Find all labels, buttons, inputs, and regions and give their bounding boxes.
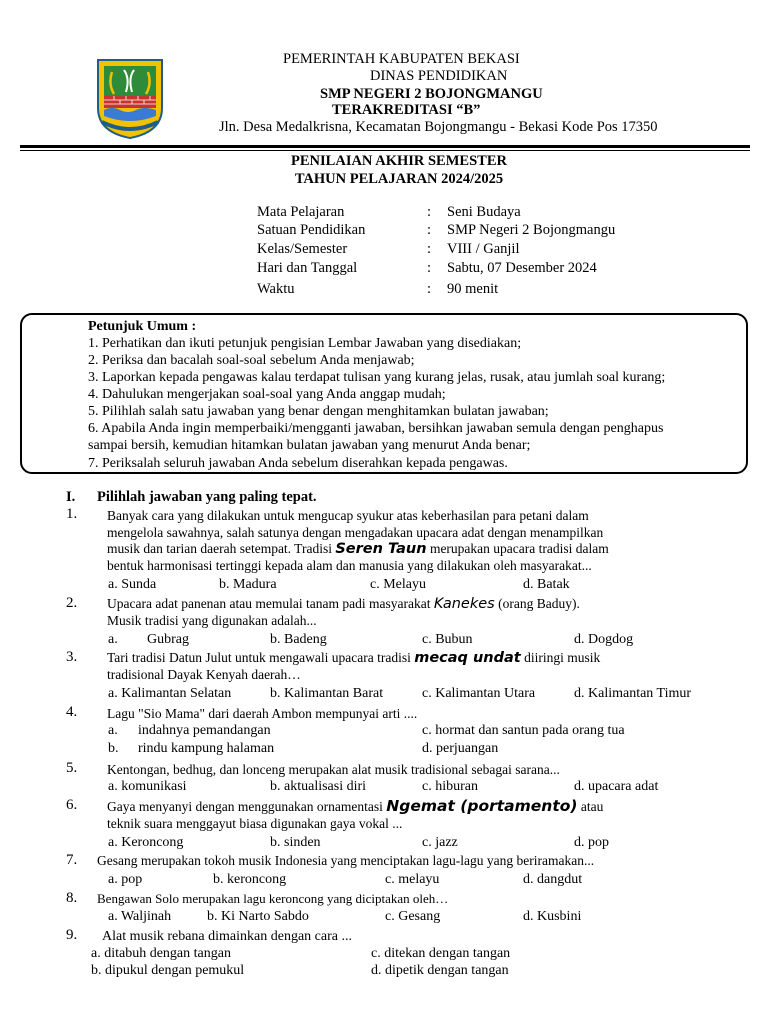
header-divider-thin (20, 150, 750, 151)
info-value: 90 menit (447, 281, 499, 297)
section-title: Pilihlah jawaban yang paling tepat. (97, 489, 317, 505)
info-value: SMP Negeri 2 Bojongmangu (447, 222, 616, 238)
answer-option[interactable]: b. Madura (219, 577, 277, 592)
answer-option[interactable]: a. Kalimantan Selatan (108, 686, 232, 701)
answer-option[interactable]: d. dipetik dengan tangan (371, 963, 509, 978)
answer-option[interactable]: a. pop (108, 872, 143, 887)
answer-option[interactable]: c. Melayu (370, 577, 426, 592)
question-text: Banyak cara yang dilakukan untuk mengucap syukur atas keberhasilan para petani dalam (107, 508, 589, 523)
question-text: bentuk harmonisasi tertinggi kepada alam dan manusia yang dilakukan oleh masyarakat... (107, 558, 592, 573)
instruction-item: 5. Pilihlah salah satu jawaban yang benar dengan menghitamkan bulatan jawaban; (88, 404, 549, 419)
info-value: Seni Budaya (447, 204, 521, 220)
instruction-item: 3. Laporkan kepada pengawas kalau terdapat tulisan yang kurang jelas, rusak, atau jumlah soal kurang; (88, 370, 666, 385)
answer-option[interactable]: c. Kalimantan Utara (422, 686, 536, 701)
info-label: Kelas/Semester (257, 241, 348, 257)
answer-option-letter[interactable]: a. (108, 723, 118, 738)
question-text: Kentongan, bedhug, dan lonceng merupakan alat musik tradisional sebagai sarana... (107, 762, 560, 777)
question-number: 9. (66, 927, 78, 943)
answer-option[interactable]: d. upacara adat (574, 779, 659, 794)
answer-option[interactable]: b. Kalimantan Barat (270, 686, 384, 701)
answer-option[interactable]: d. Kusbini (523, 909, 582, 924)
instruction-item: 4. Dahulukan mengerjakan soal-soal yang Anda anggap mudah; (88, 387, 446, 402)
question-number: 2. (66, 595, 78, 611)
answer-option[interactable]: Gubrag (147, 632, 189, 647)
section-number: I. (66, 489, 76, 505)
answer-option[interactable]: a. ditabuh dengan tangan (91, 946, 231, 961)
header-government: PEMERINTAH KABUPATEN BEKASI (283, 51, 520, 67)
exam-year: TAHUN PELAJARAN 2024/2025 (294, 171, 504, 187)
answer-option[interactable]: c. ditekan dengan tangan (371, 946, 511, 961)
answer-option[interactable]: c. hiburan (422, 779, 478, 794)
answer-option[interactable]: d. dangdut (523, 872, 583, 887)
answer-option[interactable]: c. hormat dan santun pada orang tua (422, 723, 625, 738)
header-school-name: SMP NEGERI 2 BOJONGMANGU (320, 86, 543, 102)
answer-option[interactable]: b. keroncong (213, 872, 287, 887)
info-value: VIII / Ganjil (447, 241, 520, 257)
question-text: teknik suara menggayut biasa digunakan gaya vokal ... (107, 816, 403, 831)
answer-option[interactable]: d. Kalimantan Timur (574, 686, 692, 701)
answer-option[interactable]: c. Gesang (385, 909, 441, 924)
answer-option[interactable]: a. komunikasi (108, 779, 187, 794)
question-text: musik dan tarian daerah setempat. Tradisi Seren Taun merupakan upacara tradisi dalam (107, 541, 609, 557)
question-text: Alat musik rebana dimainkan dengan cara ... (102, 929, 352, 944)
info-label: Hari dan Tanggal (257, 260, 358, 276)
info-value: Sabtu, 07 Desember 2024 (447, 260, 597, 276)
answer-option[interactable]: b. dipukul dengan pemukul (91, 963, 245, 978)
question-number: 6. (66, 797, 78, 813)
answer-option-letter[interactable]: b. (108, 741, 119, 756)
instruction-item: 1. Perhatikan dan ikuti petunjuk pengisian Lembar Jawaban yang disediakan; (88, 336, 522, 351)
answer-option[interactable]: a. Waljinah (108, 909, 172, 924)
question-text: tradisional Dayak Kenyah daerah… (107, 667, 301, 682)
header-department: DINAS PENDIDIKAN (370, 68, 508, 84)
answer-option[interactable]: c. jazz (422, 835, 458, 850)
question-text: Gesang merupakan tokoh musik Indonesia yang menciptakan lagu-lagu yang beriramakan... (97, 853, 595, 868)
question-text: Bengawan Solo merupakan lagu keroncong yang diciptakan oleh… (97, 891, 449, 906)
question-number: 5. (66, 760, 78, 776)
answer-option[interactable]: d. perjuangan (422, 741, 499, 756)
info-label: Mata Pelajaran (257, 204, 345, 220)
info-colon: : (427, 222, 432, 238)
instruction-item: 2. Periksa dan bacalah soal-soal sebelum Anda menjawab; (88, 353, 415, 368)
info-label: Satuan Pendidikan (257, 222, 366, 238)
question-text: Upacara adat panenan atau memulai tanam padi masyarakat Kanekes (orang Baduy). (107, 596, 580, 612)
answer-option[interactable]: d. Batak (523, 577, 570, 592)
instruction-item: 6. Apabila Anda ingin memperbaiki/mengganti jawaban, bersihkan jawaban semula dengan penghapus (88, 421, 664, 436)
question-number: 1. (66, 506, 78, 522)
question-number: 7. (66, 852, 78, 868)
highlight-term: Seren Taun (335, 541, 427, 557)
answer-option[interactable]: c. melayu (385, 872, 440, 887)
answer-option[interactable]: rindu kampung halaman (138, 741, 275, 756)
info-label: Waktu (257, 281, 295, 297)
exam-title: PENILAIAN AKHIR SEMESTER (291, 153, 507, 169)
answer-option[interactable]: a. Sunda (108, 577, 157, 592)
question-number: 3. (66, 649, 78, 665)
question-text: mengelola sawahnya, salah satunya dengan mengadakan upacara adat dengan menampilkan (107, 525, 604, 540)
answer-option[interactable]: d. Dogdog (574, 632, 634, 647)
highlight-term: Ngemat (portamento) (386, 797, 578, 815)
answer-option-letter[interactable]: a. (108, 632, 118, 647)
info-colon: : (427, 241, 432, 257)
header-address: Jln. Desa Medalkrisna, Kecamatan Bojongmangu - Bekasi Kode Pos 17350 (219, 119, 658, 135)
answer-option[interactable]: b. aktualisasi diri (270, 779, 367, 794)
instructions-heading: Petunjuk Umum : (88, 319, 197, 334)
school-logo-emblem (94, 56, 166, 140)
answer-option[interactable]: c. Bubun (422, 632, 473, 647)
highlight-term: mecaq undat (414, 650, 521, 666)
question-text: Tari tradisi Datun Julut untuk mengawali upacara tradisi mecaq undat diiringi musik (107, 650, 601, 666)
answer-option[interactable]: a. Keroncong (108, 835, 184, 850)
answer-option[interactable]: b. Ki Narto Sabdo (207, 909, 309, 924)
header-divider-thick (20, 145, 750, 148)
header-accreditation: TERAKREDITASI “B” (332, 102, 481, 118)
answer-option[interactable]: d. pop (574, 835, 609, 850)
instruction-item: 7. Periksalah seluruh jawaban Anda sebelum diserahkan kepada pengawas. (88, 456, 508, 471)
info-colon: : (427, 260, 432, 276)
info-colon: : (427, 281, 432, 297)
question-text: Musik tradisi yang digunakan adalah... (107, 613, 317, 628)
instruction-item: sampai bersih, kemudian hitamkan bulatan jawaban yang menurut Anda benar; (88, 438, 531, 453)
answer-option[interactable]: b. sinden (270, 835, 321, 850)
question-text: Lagu "Sio Mama" dari daerah Ambon mempunyai arti .... (107, 706, 418, 721)
highlight-term: Kanekes (433, 596, 495, 612)
question-number: 8. (66, 890, 78, 906)
question-number: 4. (66, 704, 78, 720)
question-text: Gaya menyanyi dengan menggunakan ornamentasi Ngemat (portamento) atau (107, 797, 604, 815)
info-colon: : (427, 204, 432, 220)
answer-option[interactable]: b. Badeng (270, 632, 327, 647)
answer-option[interactable]: indahnya pemandangan (138, 723, 271, 738)
